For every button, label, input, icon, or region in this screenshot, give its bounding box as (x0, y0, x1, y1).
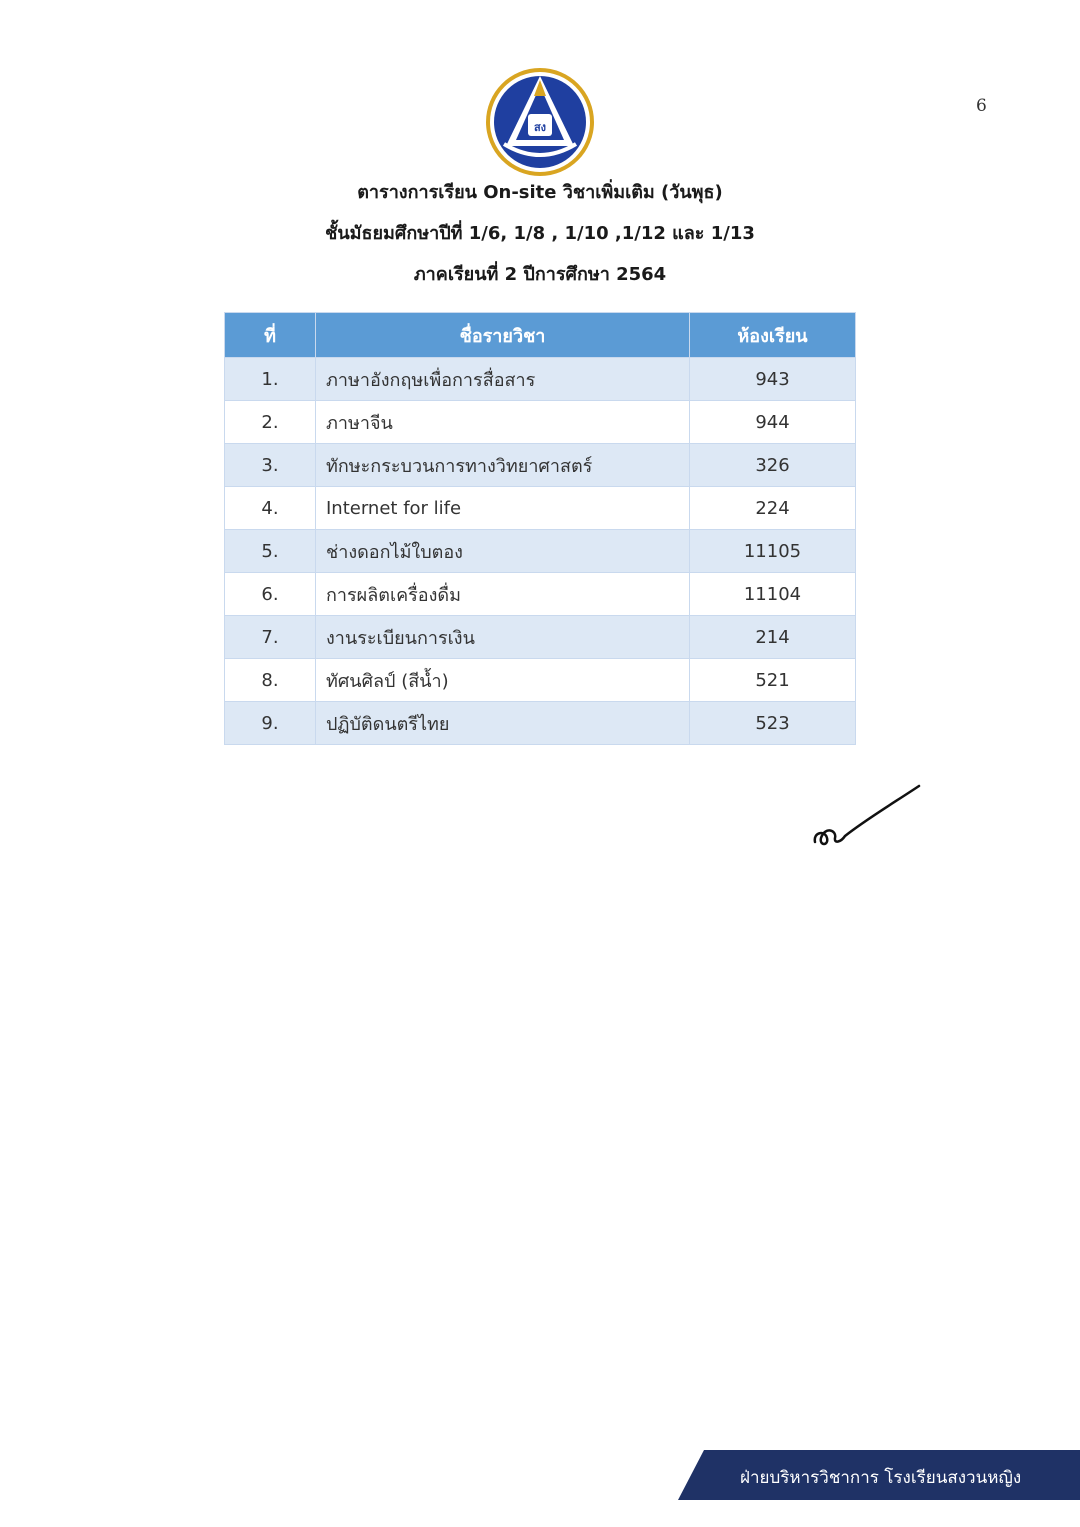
table-row (225, 530, 856, 573)
row-subject: การผลิตเครื่องดื่ม (316, 573, 690, 616)
row-subject: งานระเบียนการเงิน (316, 616, 690, 659)
title-line-1: ตารางการเรียน On-site วิชาเพิ่มเติม (วันพุธ) (357, 182, 723, 203)
header-number: ที่ (225, 313, 316, 358)
svg-text:สง: สง (533, 121, 547, 134)
row-room: 224 (690, 487, 856, 530)
row-number: 4. (225, 487, 316, 530)
document-title (0, 178, 1080, 301)
header-subject: ชื่อรายวิชา (316, 313, 690, 358)
header-room: ห้องเรียน (690, 313, 856, 358)
row-number: 1. (225, 358, 316, 401)
row-subject: ทักษะกระบวนการทางวิทยาศาสตร์ (316, 444, 690, 487)
table-header-row (225, 313, 856, 358)
table-row (225, 401, 856, 444)
row-room: 521 (690, 659, 856, 702)
row-number: 7. (225, 616, 316, 659)
title-line-2: ชั้นมัธยมศึกษาปีที่ 1/6, 1/8 , 1/10 ,1/12 และ 1/13 (325, 223, 755, 244)
table-row (225, 659, 856, 702)
table-row (225, 616, 856, 659)
row-room: 523 (690, 702, 856, 745)
table-row (225, 358, 856, 401)
row-number: 6. (225, 573, 316, 616)
footer-label: ฝ่ายบริหารวิชาการ โรงเรียนสงวนหญิง (740, 1468, 1022, 1488)
row-subject: Internet for life (316, 487, 690, 530)
page-number: 6 (976, 96, 987, 116)
table-row (225, 444, 856, 487)
row-number: 9. (225, 702, 316, 745)
row-subject: ปฏิบัติดนตรีไทย (316, 702, 690, 745)
row-room: 943 (690, 358, 856, 401)
row-room: 11104 (690, 573, 856, 616)
row-subject: ทัศนศิลป์ (สีน้ำ) (316, 659, 690, 702)
row-room: 326 (690, 444, 856, 487)
row-room: 944 (690, 401, 856, 444)
table-row (225, 487, 856, 530)
school-emblem-logo (484, 66, 596, 178)
row-number: 2. (225, 401, 316, 444)
table-row (225, 573, 856, 616)
row-room: 11105 (690, 530, 856, 573)
row-room: 214 (690, 616, 856, 659)
title-line-3: ภาคเรียนที่ 2 ปีการศึกษา 2564 (413, 264, 667, 285)
schedule-table (224, 312, 856, 745)
row-number: 8. (225, 659, 316, 702)
row-number: 3. (225, 444, 316, 487)
row-subject: ภาษาจีน (316, 401, 690, 444)
handwritten-signature (805, 780, 925, 855)
table-row (225, 702, 856, 745)
row-subject: ช่างดอกไม้ใบตอง (316, 530, 690, 573)
row-number: 5. (225, 530, 316, 573)
row-subject: ภาษาอังกฤษเพื่อการสื่อสาร (316, 358, 690, 401)
